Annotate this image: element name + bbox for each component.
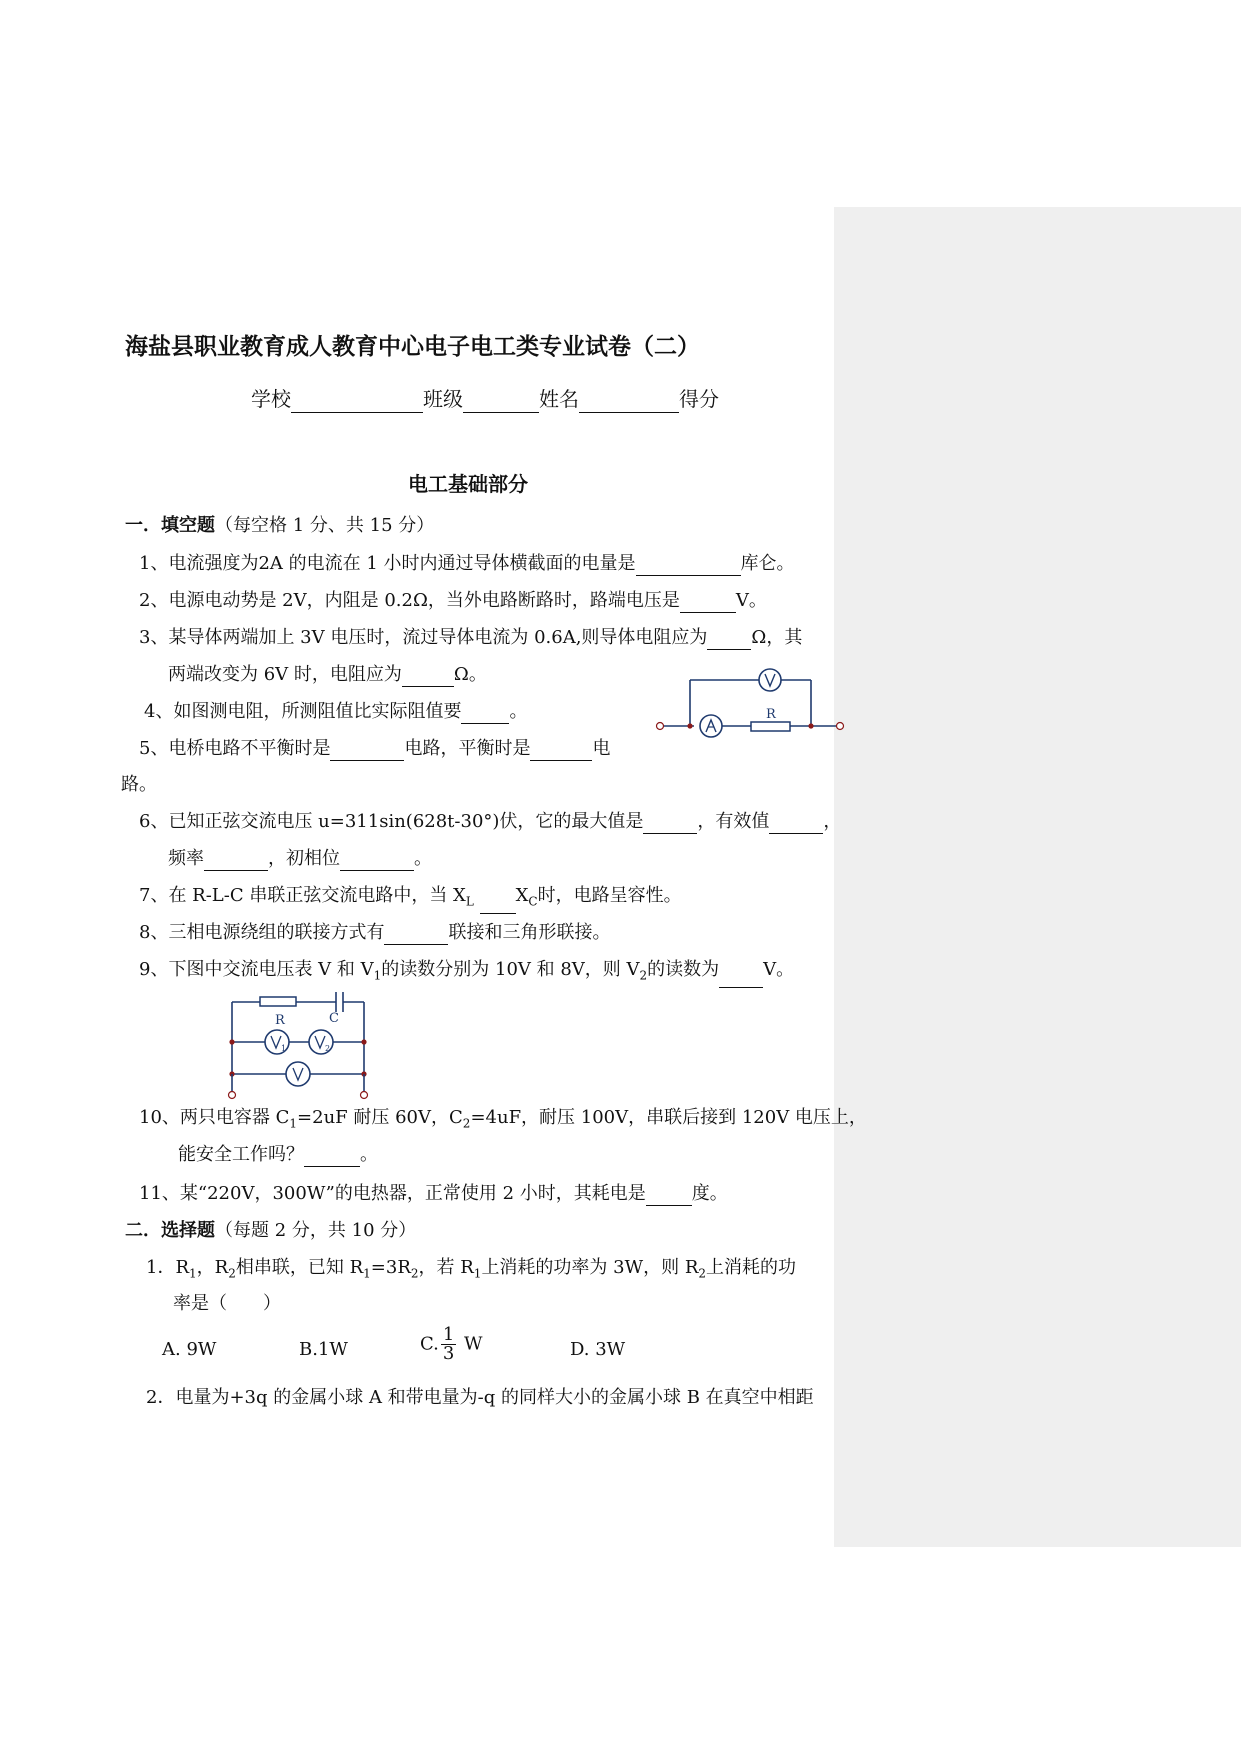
svg-text:1: 1 — [281, 1044, 287, 1053]
q6-blank-4[interactable] — [340, 848, 414, 871]
question-10: 10、两只电容器 $C_1=2uF$ 耐压 60V，$C_2=4uF$，耐压 100V，串联后接到 120V 电压上， — [139, 1107, 867, 1131]
fraction-one-third: $\frac{1}{3}$ — [442, 1324, 455, 1364]
part2-heading: 二．选择题（每题 2 分，共 10 分） — [125, 1220, 417, 1241]
resistor-label: R — [766, 707, 776, 722]
svg-text:2: 2 — [325, 1044, 331, 1053]
voltmeter-v1-icon — [265, 1030, 289, 1054]
question-1: 1、电流强度为2A 的电流在 1 小时内通过导体横截面的电量是 库仑。 — [139, 553, 795, 574]
name-label: 姓名 — [539, 387, 579, 411]
voltmeter-v2-icon — [309, 1030, 333, 1054]
q9-blank[interactable] — [719, 965, 763, 988]
node-dot — [808, 723, 813, 728]
q1-blank[interactable] — [636, 553, 741, 576]
comment-side-panel — [834, 207, 1241, 1547]
question-3-cont: 两端改变为 6V 时，电阻应为 Ω。 — [168, 664, 487, 685]
resistor-label: R — [275, 1013, 285, 1028]
node-dot — [687, 723, 692, 728]
choice-1-cont: 率是（ ） — [173, 1293, 281, 1314]
choice-1-option-b[interactable]: B.1W — [299, 1339, 348, 1360]
q6-blank-3[interactable] — [204, 848, 268, 871]
question-9: 9、下图中交流电压表 V 和 $V_1$的读数分别为 10V 和 8V，则 $V_2$的读数为 V。 — [139, 958, 794, 988]
student-info-line — [251, 385, 719, 413]
node-dot — [229, 1039, 234, 1044]
voltmeter-v-icon — [286, 1062, 310, 1086]
exam-title: 海盐县职业教育成人教育中心电子电工类专业试卷（二） — [125, 333, 700, 360]
q5-blank-1[interactable] — [330, 738, 404, 761]
ammeter-icon — [700, 715, 722, 737]
question-6-cont: 频率 ，初相位 。 — [168, 848, 432, 869]
question-10-cont: 能安全工作吗？ 。 — [178, 1144, 378, 1165]
school-blank[interactable] — [291, 390, 423, 413]
node-dot — [361, 1039, 366, 1044]
q2-blank[interactable] — [680, 590, 736, 613]
q5-blank-2[interactable] — [530, 738, 592, 761]
figure-resistance-measurement — [655, 660, 850, 740]
question-6: 6、已知正弦交流电压 u=311sin(628t-30°)伏，它的最大值是 ，有效值 ， — [139, 811, 842, 832]
q6-blank-1[interactable] — [643, 811, 697, 834]
q10-blank[interactable] — [304, 1144, 360, 1167]
q3-blank-1[interactable] — [707, 627, 751, 650]
choice-1-option-c[interactable]: C. $\frac{1}{3}$ W — [420, 1324, 483, 1364]
question-2: 2、电源电动势是 2V，内阻是 0.2Ω，当外电路断路时，路端电压是 V。 — [139, 590, 767, 611]
choice-1: 1．$R_1$，$R_2$相串联，已知 $R_1=3R_2$，若 $R_1$上消耗的功率为 3W，则 $R_2$上消耗的功 — [146, 1257, 797, 1281]
class-blank[interactable] — [463, 390, 539, 413]
q11-blank[interactable] — [646, 1183, 692, 1206]
terminal-left — [229, 1092, 236, 1099]
section-title: 电工基础部分 — [408, 472, 528, 496]
choice-1-option-d[interactable]: D. 3W — [570, 1339, 626, 1360]
q6-blank-2[interactable] — [769, 811, 823, 834]
voltmeter-icon — [759, 669, 781, 691]
q3-blank-2[interactable] — [402, 664, 454, 687]
class-label: 班级 — [423, 387, 463, 411]
name-blank[interactable] — [579, 390, 679, 413]
capacitor-label: C — [329, 1011, 339, 1026]
resistor-icon — [751, 722, 790, 731]
choice-1-option-a[interactable]: A. 9W — [162, 1339, 217, 1360]
question-8: 8、三相电源绕组的联接方式有 联接和三角形联接。 — [139, 922, 611, 943]
terminal-right — [361, 1092, 368, 1099]
terminal-right — [837, 723, 844, 730]
question-3: 3、某导体两端加上 3V 电压时，流过导体电流为 0.6A,则导体电阻应为 Ω，其 — [139, 627, 803, 648]
terminal-left — [657, 723, 664, 730]
school-label: 学校 — [251, 387, 291, 411]
figure-rc-circuit — [222, 988, 372, 1100]
resistor-icon — [260, 997, 296, 1006]
q8-blank[interactable] — [384, 922, 448, 945]
q4-blank[interactable] — [461, 701, 509, 724]
score-label: 得分 — [679, 387, 719, 411]
question-11: 11、某“220V，300W”的电热器，正常使用 2 小时，其耗电是 度。 — [139, 1183, 728, 1204]
question-5-cont: 路。 — [121, 774, 157, 795]
question-4: 4、如图测电阻，所测阻值比实际阻值要 。 — [144, 701, 528, 722]
part1-heading: 一．填空题（每空格 1 分、共 15 分） — [125, 515, 435, 536]
q7-blank[interactable] — [480, 891, 516, 914]
question-5: 5、电桥电路不平衡时是 电路，平衡时是 电 — [139, 738, 611, 759]
choice-2: 2．电量为+3q 的金属小球 A 和带电量为-q 的同样大小的金属小球 B 在真空中相距 — [146, 1387, 814, 1408]
question-7: 7、在 R-L-C 串联正弦交流电路中，当 $X_L$ $X_C$时，电路呈容性。 — [139, 884, 682, 914]
